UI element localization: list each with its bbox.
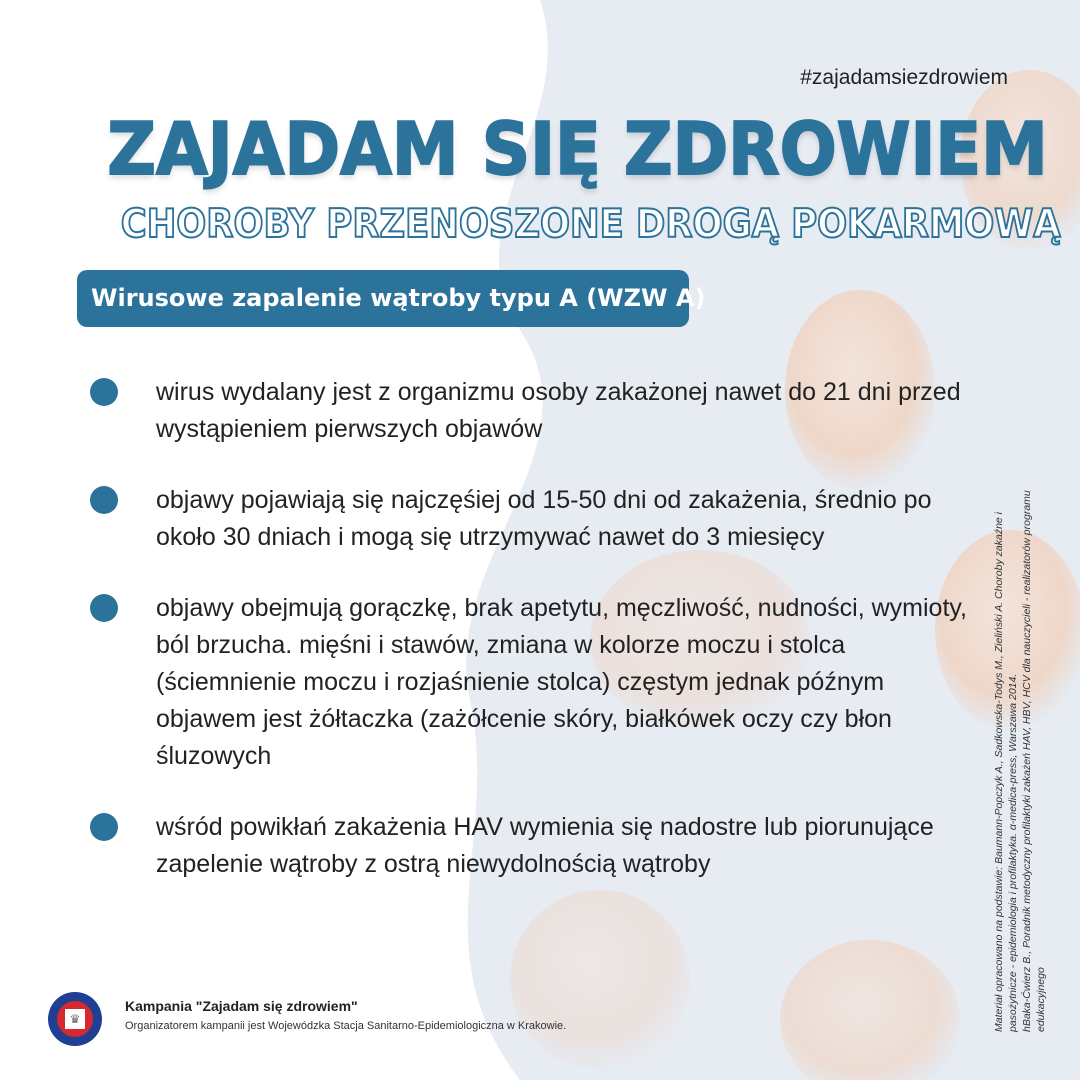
list-item-text: wśród powikłań zakażenia HAV wymienia się nadostre lub piorunujące zapelenie wątroby z ostrą niewydolnością wątroby — [156, 813, 934, 878]
bullet-icon — [90, 813, 118, 841]
list-item — [90, 590, 990, 775]
sanitary-inspection-logo — [48, 992, 102, 1046]
campaign-name: Kampania "Zajadam się zdrowiem" — [125, 998, 358, 1014]
bullet-icon — [90, 486, 118, 514]
bullet-icon — [90, 378, 118, 406]
list-item-text: wirus wydalany jest z organizmu osoby zakażonej nawet do 21 dni przed wystąpieniem pierwszych objawów — [156, 378, 961, 443]
source-line-2: hBaka-Ćwierz B., Poradnik metodyczny profilaktyki zakażeń HAV, HBV, HCV dla nauczycieli - realizatorów programu edukacyjnego — [1021, 490, 1047, 1032]
page-subtitle: CHOROBY PRZENOSZONE DROGĄ POKARMOWĄ — [120, 202, 1061, 247]
bullet-icon — [90, 594, 118, 622]
list-item — [90, 374, 990, 448]
list-item — [90, 809, 990, 883]
title-container — [72, 106, 1048, 192]
campaign-organizer: Organizatorem kampanii jest Wojewódzka Stacja Sanitarno-Epidemiologiczna w Krakowie. — [125, 1020, 567, 1032]
eagle-icon: ♛ — [65, 1009, 85, 1029]
page-title: ZAJADAM SIĘ ZDROWIEM — [107, 107, 1048, 191]
list-item-text: objawy pojawiają się najczęśiej od 15-50 dni od zakażenia, średnio po około 30 dniach i mogą się utrzymywać nawet do 3 miesięcy — [156, 486, 932, 551]
source-note — [992, 472, 1048, 1032]
info-list — [90, 374, 990, 917]
hashtag: #zajadamsiezdrowiem — [800, 66, 1008, 89]
source-line-1: Materiał opracowano na podstawie: Baumann-Popczyk A., Sadkowska-Todys M., Zieliński A. Choroby zakaźne i pasożytnicze - epidemiologia i profilaktyka. α-medica-press, Warszawa 2014. — [993, 512, 1019, 1032]
topic-banner: Wirusowe zapalenie wątroby typu A (WZW A) — [77, 270, 689, 327]
list-item-text: objawy obejmują gorączkę, brak apetytu, męczliwość, nudności, wymioty, ból brzucha. mięśni i stawów, zmiana w kolorze moczu i stolca (ściemnienie moczu i rozjaśnienie stolca) częstym jednak późnym objawem jest żółtaczka (zażółcenie skóry, białkówek oczy czy błon śluzowych — [156, 594, 967, 770]
list-item — [90, 482, 990, 556]
subtitle-container — [72, 200, 1061, 250]
